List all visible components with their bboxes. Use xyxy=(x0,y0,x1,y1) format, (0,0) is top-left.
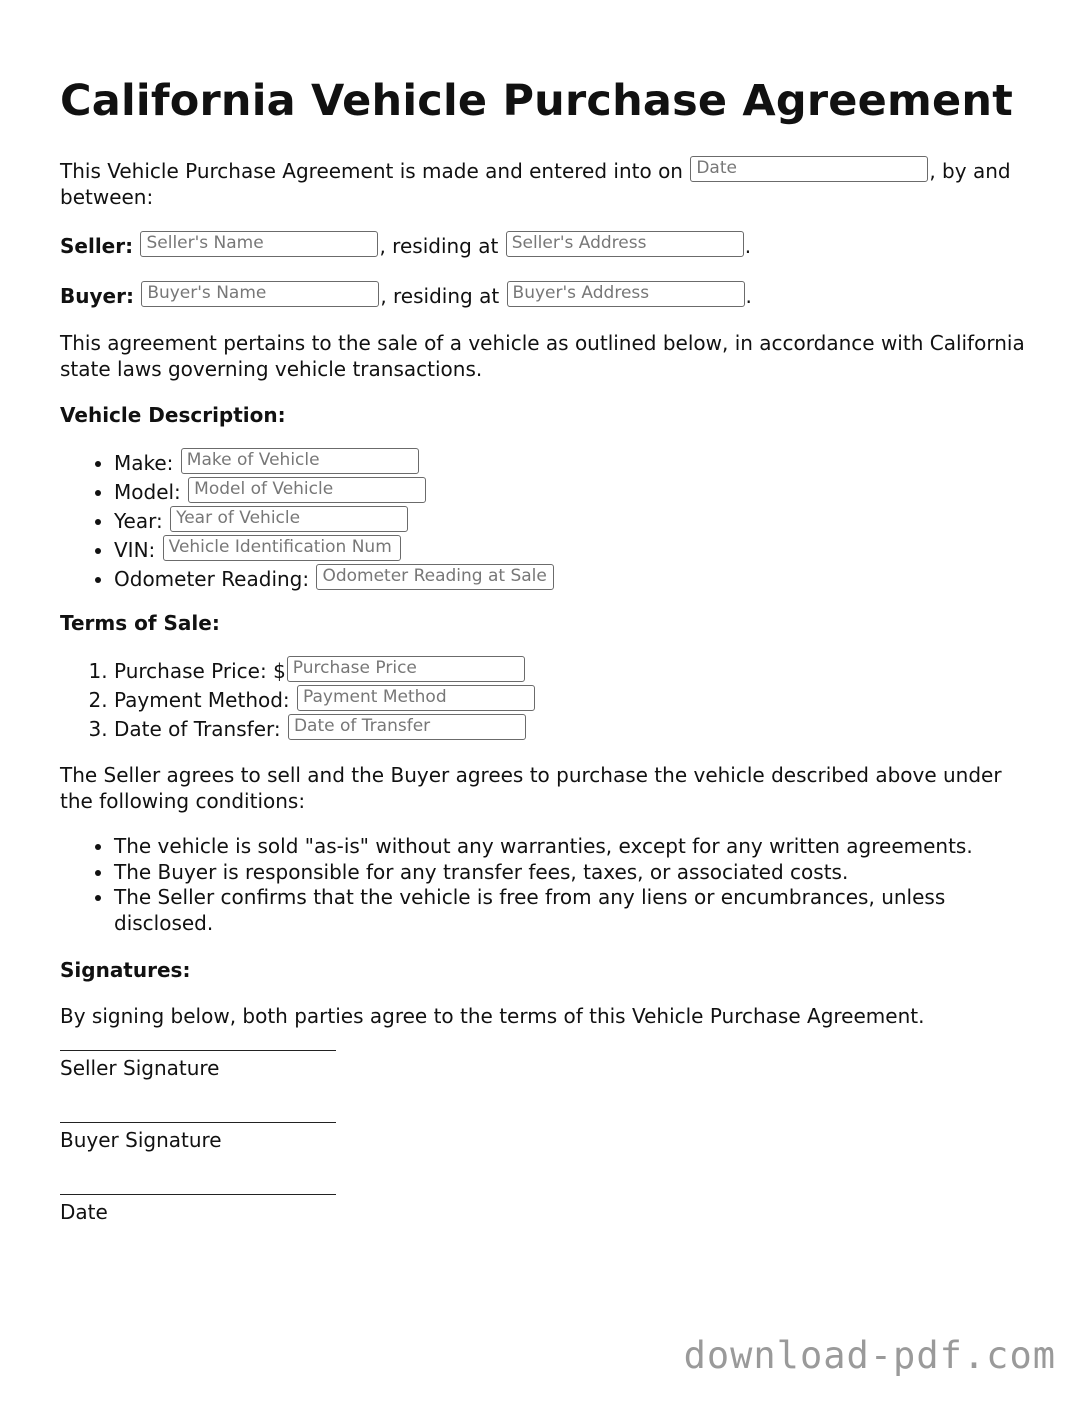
buyer-name-field[interactable]: Buyer's Name xyxy=(141,281,379,307)
buyer-label: Buyer: xyxy=(60,284,134,308)
date-signature-block xyxy=(60,1194,336,1225)
buyer-signature-line[interactable] xyxy=(60,1122,336,1123)
date-signature-label: Date xyxy=(60,1200,108,1224)
seller-signature-label: Seller Signature xyxy=(60,1056,220,1080)
seller-residing-text: , residing at xyxy=(379,234,499,258)
seller-address-field[interactable]: Seller's Address xyxy=(506,231,744,257)
vin-field[interactable]: Vehicle Identification Num xyxy=(163,535,401,561)
conditions-list xyxy=(60,834,1035,936)
payment-method-field[interactable]: Payment Method xyxy=(297,685,535,711)
seller-signature-line[interactable] xyxy=(60,1050,336,1051)
list-item xyxy=(114,506,1035,535)
year-label: Year: xyxy=(114,509,163,533)
pertains-paragraph: This agreement pertains to the sale of a vehicle as outlined below, in accordance with California state laws governing vehicle transactions. xyxy=(60,331,1025,381)
year-field[interactable]: Year of Vehicle xyxy=(170,506,408,532)
date-signature-line[interactable] xyxy=(60,1194,336,1195)
make-label: Make: xyxy=(114,451,174,475)
vehicle-description-heading: Vehicle Description: xyxy=(60,403,286,427)
odometer-label: Odometer Reading: xyxy=(114,567,310,591)
buyer-line xyxy=(60,281,1035,309)
seller-label: Seller: xyxy=(60,234,134,258)
payment-method-label: Payment Method: xyxy=(114,688,290,712)
list-item: • The Seller confirms that the vehicle is free from any liens or encumbrances, unless disclosed. xyxy=(114,885,1035,936)
list-item xyxy=(114,448,1035,477)
purchase-price-label: Purchase Price: $ xyxy=(114,659,286,683)
terms-of-sale-heading: Terms of Sale: xyxy=(60,611,220,635)
seller-signature-block xyxy=(60,1050,336,1081)
purchase-price-field[interactable]: Purchase Price xyxy=(287,656,525,682)
agreement-date-field[interactable]: Date xyxy=(690,156,928,182)
vin-label: VIN: xyxy=(114,538,156,562)
list-item xyxy=(114,535,1035,564)
watermark: download-pdf.com xyxy=(683,1334,1056,1377)
list-item xyxy=(114,714,1035,743)
buyer-address-field[interactable]: Buyer's Address xyxy=(507,281,745,307)
page-title: California Vehicle Purchase Agreement xyxy=(60,76,1013,126)
seller-name-field[interactable]: Seller's Name xyxy=(140,231,378,257)
make-field[interactable]: Make of Vehicle xyxy=(181,448,419,474)
list-item xyxy=(114,656,1035,685)
terms-of-sale-list xyxy=(60,656,1035,743)
vehicle-description-list xyxy=(60,448,1035,593)
intro-text: This Vehicle Purchase Agreement is made and entered into on xyxy=(60,159,683,183)
signatures-text: By signing below, both parties agree to the terms of this Vehicle Purchase Agreement. xyxy=(60,1004,925,1028)
model-field[interactable]: Model of Vehicle xyxy=(188,477,426,503)
list-item: • The Buyer is responsible for any transfer fees, taxes, or associated costs. xyxy=(114,860,1035,886)
list-item xyxy=(114,564,1035,593)
list-item xyxy=(114,477,1035,506)
odometer-field[interactable]: Odometer Reading at Sale xyxy=(316,564,554,590)
conditions-intro: The Seller agrees to sell and the Buyer agrees to purchase the vehicle described above under the following conditions: xyxy=(60,763,1002,813)
date-of-transfer-field[interactable]: Date of Transfer xyxy=(288,714,526,740)
buyer-signature-block xyxy=(60,1122,336,1153)
list-item xyxy=(114,685,1035,714)
date-of-transfer-label: Date of Transfer: xyxy=(114,717,281,741)
buyer-signature-label: Buyer Signature xyxy=(60,1128,222,1152)
list-item: • The vehicle is sold "as-is" without any warranties, except for any written agreements. xyxy=(114,834,1035,860)
seller-end: . xyxy=(744,234,752,258)
signatures-heading: Signatures: xyxy=(60,958,191,982)
buyer-end: . xyxy=(745,284,752,308)
model-label: Model: xyxy=(114,480,181,504)
intro-text-after: , by and between: xyxy=(60,159,1011,209)
seller-line xyxy=(60,231,1035,259)
buyer-residing-text: , residing at xyxy=(380,284,500,308)
intro-paragraph xyxy=(60,156,1035,210)
